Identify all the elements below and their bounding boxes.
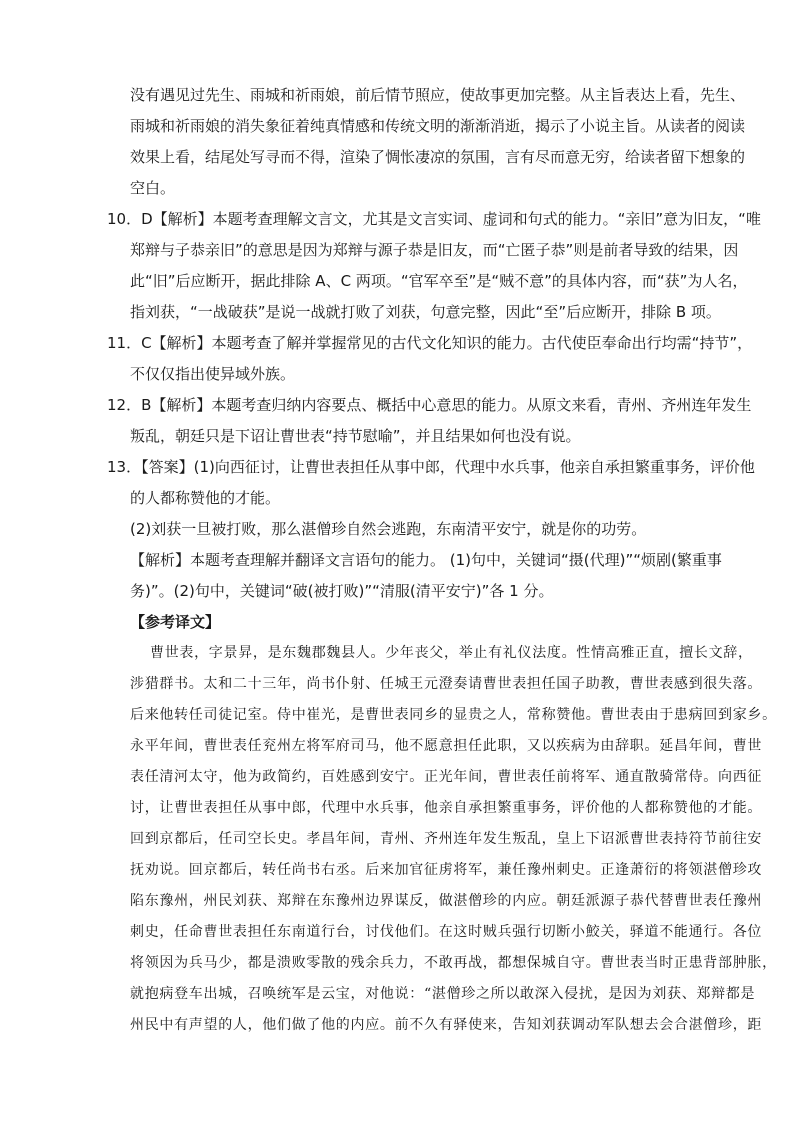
text-line: 涉猎群书。太和二十三年，尚书仆射、任城王元澄奏请曹世表担任国子助教，曹世表感到很失落。 bbox=[130, 676, 763, 692]
text-line: 13．【答案】(1)向西征讨，让曹世表担任从事中郎，代理中水兵事，他亲自承担繁重事务，评价他 bbox=[107, 458, 755, 476]
text-line: 回到京都后，任司空长史。孝昌年间，青州、齐州连年发生叛乱，皇上下诏派曹世表持符节前往安 bbox=[130, 831, 763, 847]
text-line: 【解析】本题考查理解并翻译文言语句的能力。 (1)句中，关键词“摄(代理)”“烦剧(繁重事 bbox=[130, 551, 722, 569]
answer-11 bbox=[0, 328, 752, 390]
text-line: 11．C【解析】本题考查了解并掌握常见的古代文化知识的能力。古代使臣奉命出行均需“持节”， bbox=[107, 334, 753, 352]
text-line: 陷东豫州，州民刘获、郑辩在东豫州边界谋反，做湛僧珍的内应。朝廷派源子恭代替曹世表任豫州 bbox=[130, 893, 763, 909]
text-line: 效果上看，结尾处写寻而不得，渲染了惆怅凄凉的氛围，言有尽而意无穷，给读者留下想象的 bbox=[130, 148, 746, 166]
text-line: 曹世表，字景昇，是东魏郡魏县人。少年丧父，举止有礼仪法度。性情高雅正直，擅长文辞， bbox=[150, 645, 753, 661]
text-line: 此“旧”后应断开，据此排除 A、C 两项。“官军卒至”是“贼不意”的具体内容，而“获”为人名， bbox=[130, 272, 748, 290]
text-line: 12．B【解析】本题考查归纳内容要点、概括中心意思的能力。从原文来看，青州、齐州连年发生 bbox=[107, 396, 752, 414]
text-line: 刺史，任命曹世表担任东南道行台，讨伐他们。在这时贼兵强行切断小鮫关，驿道不能通行。各位 bbox=[130, 924, 763, 940]
text-line: 表任清河太守，他为政简约，百姓感到安宁。正光年间，曹世表任前将军、通直散骑常侍。向西征 bbox=[130, 769, 763, 785]
text-line: 永平年间，曹世表任兖州左将军府司马，他不愿意担任此职，又以疾病为由辞职。延昌年间，曹世 bbox=[130, 738, 763, 754]
text-line: 的人都称赞他的才能。 bbox=[130, 489, 281, 507]
reference-translation bbox=[0, 638, 777, 1041]
text-line: 指刘获，“一战破获”是说一战就打败了刘获，句意完整，因此“至”后应断开，排除 B 项。 bbox=[130, 303, 721, 321]
text-line: 10．D【解析】本题考查理解文言文，尤其是文言实词、虚词和句式的能力。“亲旧”意为旧友，“唯 bbox=[107, 210, 761, 228]
text-line: 叛乱，朝廷只是下诏让曹世表“持节慰喻”，并且结果如何也没有说。 bbox=[130, 427, 581, 445]
text-line: 郑辩与子恭亲旧”的意思是因为郑辩与源子恭是旧友，而“亡匿子恭”则是前者导致的结果，因 bbox=[130, 241, 739, 259]
text-line: 后来他转任司徒记室。侍中崔光，是曹世表同乡的显贵之人，常称赞他。曹世表由于患病回到家乡。 bbox=[130, 707, 777, 723]
text-line: 抚劝说。回京都后，转任尚书右丞。后来加官征虏将军，兼任豫州刺史。正逢萧衍的将领湛僧珍攻 bbox=[130, 862, 763, 878]
text-line: 将领因为兵马少，都是溃败零散的残余兵力，不敢再战，都想保城自守。曹世表当时正患背部肿胀， bbox=[130, 955, 777, 971]
text-line: 空白。 bbox=[130, 179, 176, 197]
text-line: 没有遇见过先生、雨城和祈雨娘，前后情节照应，使故事更加完整。从主旨表达上看，先生、 bbox=[130, 86, 746, 104]
text-line: 就抱病登车出城，召唤统军是云宝，对他说：“湛僧珍之所以敢深入侵扰，是因为刘获、郑辩都是 bbox=[130, 986, 756, 1002]
text-line: (2)刘获一旦被打败，那么湛僧珍自然会逃跑，东南清平安宁，就是你的功劳。 bbox=[130, 520, 647, 538]
text-line: 雨城和祈雨娘的消失象征着纯真情感和传统文明的渐渐消逝，揭示了小说主旨。从读者的阅读 bbox=[130, 117, 746, 135]
text-line: 州民中有声望的人，他们做了他的内应。前不久有驿使来，告知刘获调动军队想去会合湛僧珍，距 bbox=[130, 1017, 763, 1033]
text-line: 务)”。(2)句中，关键词“破(被打败)”“清服(清平安宁)”各 1 分。 bbox=[130, 582, 554, 600]
answer-13 bbox=[0, 452, 755, 607]
text-line: 不仅仅指出使异域外族。 bbox=[130, 365, 296, 383]
reference-translation-heading: 【参考译文】 bbox=[130, 613, 221, 631]
intro-paragraph bbox=[0, 80, 745, 204]
answer-12 bbox=[0, 390, 751, 452]
answer-10 bbox=[0, 204, 761, 328]
text-line: 讨，让曹世表担任从事中郎，代理中水兵事，他亲自承担繁重事务，评价他的人都称赞他的才能。 bbox=[130, 800, 763, 816]
